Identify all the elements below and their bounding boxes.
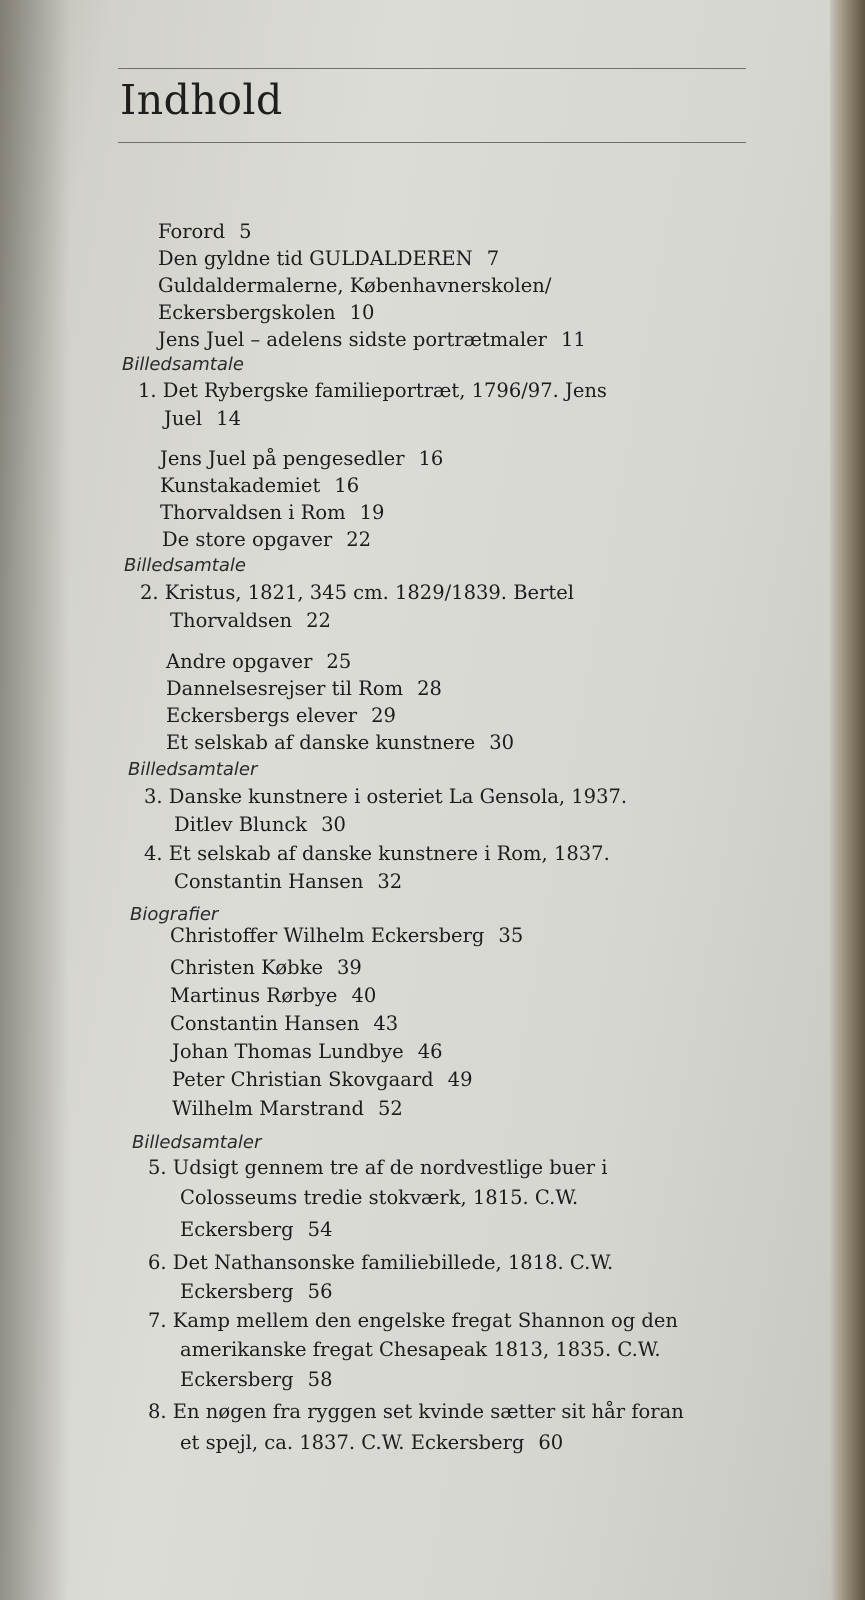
- toc-entry: Forord 5: [158, 220, 252, 243]
- page-title: Indhold: [120, 76, 283, 124]
- toc-entry: Christoffer Wilhelm Eckersberg 35: [170, 924, 524, 947]
- toc-entry: Et selskab af danske kunstnere 30: [166, 731, 515, 754]
- toc-entry: Wilhelm Marstrand 52: [172, 1097, 403, 1120]
- page-number: 54: [307, 1218, 333, 1241]
- section-heading: Billedsamtale: [122, 354, 244, 375]
- page-number: 58: [307, 1368, 333, 1391]
- toc-entry: Colosseums tredie stokværk, 1815. C.W.: [180, 1186, 579, 1209]
- toc-entry: 7. Kamp mellem den engelske fregat Shannon og den: [148, 1309, 678, 1332]
- toc-entry: Martinus Rørbye 40: [170, 984, 377, 1007]
- page-number: 43: [373, 1012, 399, 1035]
- page-number: 14: [216, 407, 241, 430]
- page-number: 28: [417, 677, 442, 700]
- section-heading: Billedsamtaler: [128, 759, 258, 780]
- toc-entry: Eckersbergs elever 29: [166, 704, 396, 727]
- toc-entry: Jens Juel på pengesedler 16: [160, 447, 444, 470]
- toc-entry: Eckersberg 58: [180, 1368, 333, 1391]
- toc-entry: Christen Købke 39: [170, 956, 362, 979]
- section-heading: Biografier: [130, 904, 219, 925]
- toc-entry: 4. Et selskab af danske kunstnere i Rom, 1837.: [144, 842, 610, 865]
- page-number: 32: [377, 870, 403, 893]
- page-number: 29: [371, 704, 396, 727]
- page-number: 25: [326, 650, 352, 673]
- toc-entry: Dannelsesrejser til Rom 28: [166, 677, 442, 700]
- page-number: 22: [306, 609, 331, 632]
- page-number: 40: [351, 984, 377, 1007]
- section-heading: Billedsamtale: [124, 555, 246, 576]
- toc-entry: Peter Christian Skovgaard 49: [172, 1068, 473, 1091]
- toc-entry: De store opgaver 22: [162, 528, 372, 551]
- page-number: 52: [377, 1097, 403, 1120]
- toc-entry: 6. Det Nathansonske familiebillede, 1818. C.W.: [148, 1251, 614, 1274]
- section-heading: Billedsamtaler: [132, 1132, 262, 1153]
- toc-entry: 5. Udsigt gennem tre af de nordvestlige buer i: [148, 1156, 608, 1179]
- toc-entry: Den gyldne tid GULDALDEREN 7: [158, 247, 500, 270]
- page-number: 30: [321, 813, 346, 836]
- toc-entry: Johan Thomas Lundbye 46: [172, 1040, 443, 1063]
- toc-entry: Kunstakademiet 16: [160, 474, 360, 497]
- toc-entry: Constantin Hansen 32: [174, 870, 403, 893]
- page-number: 19: [359, 501, 385, 524]
- toc-entry: 8. En nøgen fra ryggen set kvinde sætter sit hår foran: [148, 1400, 684, 1423]
- page-number: 7: [486, 247, 500, 270]
- toc-entry: amerikanske fregat Chesapeak 1813, 1835. C.W.: [180, 1338, 661, 1361]
- toc-entry: Eckersbergskolen 10: [158, 301, 375, 324]
- toc-entry: 2. Kristus, 1821, 345 cm. 1829/1839. Bertel: [140, 581, 575, 604]
- page-number: 11: [561, 328, 586, 351]
- toc-entry: 3. Danske kunstnere i osteriet La Gensola, 1937.: [144, 785, 628, 808]
- page-number: 46: [417, 1040, 443, 1063]
- toc-entry: Guldaldermalerne, Københavnerskolen/: [158, 274, 552, 297]
- toc-entry: et spejl, ca. 1837. C.W. Eckersberg 60: [180, 1431, 564, 1454]
- toc-entry: 1. Det Rybergske familieportræt, 1796/97. Jens: [138, 379, 607, 402]
- page-number: 30: [489, 731, 515, 754]
- page-number: 5: [239, 220, 252, 243]
- page-number: 16: [334, 474, 360, 497]
- toc-entry: Eckersberg 54: [180, 1218, 333, 1241]
- page-number: 39: [336, 956, 362, 979]
- page-number: 35: [498, 924, 524, 947]
- page-number: 16: [418, 447, 444, 470]
- page-number: 22: [346, 528, 372, 551]
- toc-entry: Ditlev Blunck 30: [174, 813, 346, 836]
- page-number: 10: [349, 301, 375, 324]
- page-number: 60: [538, 1431, 564, 1454]
- page-number: 56: [307, 1280, 333, 1303]
- toc-entry: Jens Juel – adelens sidste portrætmaler 11: [158, 328, 586, 351]
- toc-entry: Juel 14: [164, 407, 241, 430]
- page-number: 49: [447, 1068, 473, 1091]
- toc-entry: Constantin Hansen 43: [170, 1012, 399, 1035]
- toc-entry: Thorvaldsen 22: [170, 609, 331, 632]
- toc-entry: Eckersberg 56: [180, 1280, 333, 1303]
- toc-entry: Thorvaldsen i Rom 19: [160, 501, 385, 524]
- toc-entry: Andre opgaver 25: [166, 650, 352, 673]
